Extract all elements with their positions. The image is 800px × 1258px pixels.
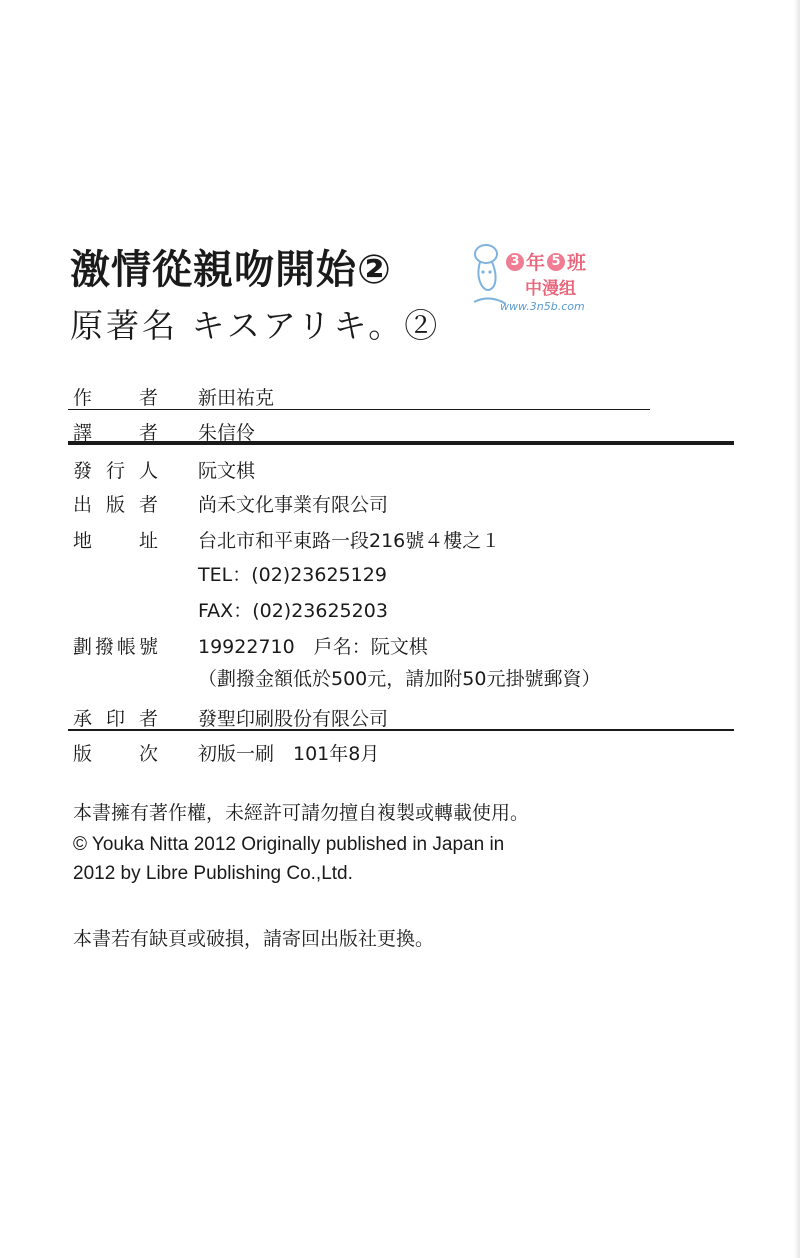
watermark-group-name: 中漫组 bbox=[525, 279, 576, 299]
copyright-line: 2012 by Libre Publishing Co.,Ltd. bbox=[73, 863, 353, 884]
credit-value: 尚禾文化事業有限公司 bbox=[198, 494, 389, 516]
credit-value: 朱信伶 bbox=[198, 422, 256, 444]
replacement-notice: 本書若有缺頁或破損，請寄回出版社更換。 bbox=[73, 928, 435, 950]
credit-label: 地 址 bbox=[73, 530, 158, 552]
page-edge bbox=[794, 0, 800, 1258]
credit-label: 作 者 bbox=[73, 387, 158, 409]
credit-value: 初版一刷 101年8月 bbox=[198, 743, 380, 765]
copyright-line: © Youka Nitta 2012 Originally published in Japan in bbox=[73, 834, 505, 855]
original-title: 原著名 キスアリキ。② bbox=[70, 306, 441, 345]
credit-label: 譯 者 bbox=[73, 422, 158, 444]
credit-value: （劃撥金額低於500元，請加附50元掛號郵資） bbox=[198, 668, 601, 690]
divider-bottom bbox=[68, 729, 734, 731]
credit-label: 出 版 者 bbox=[73, 494, 158, 516]
credit-value: 阮文棋 bbox=[198, 460, 256, 482]
scanlation-watermark bbox=[470, 240, 620, 320]
credit-value: FAX：(02)23625203 bbox=[198, 600, 388, 622]
credit-label: 版 次 bbox=[73, 743, 158, 765]
rights-notice: 本書擁有著作權，未經許可請勿擅自複製或轉載使用。 bbox=[73, 802, 530, 824]
watermark-char: 班 bbox=[567, 252, 587, 274]
credit-value: TEL：(02)23625129 bbox=[198, 564, 387, 586]
copyright-notice bbox=[73, 830, 504, 888]
watermark-url: www.3n5b.com bbox=[500, 300, 585, 313]
watermark-char: 年 bbox=[526, 252, 546, 274]
divider-thick bbox=[68, 441, 734, 445]
credit-value: 新田祐克 bbox=[198, 387, 275, 409]
watermark-digit-badge: 3 bbox=[506, 253, 524, 271]
watermark-digit-badge: 5 bbox=[547, 253, 565, 271]
credit-value: 19922710 戶名：阮文棋 bbox=[198, 636, 428, 658]
credit-label: 發 行 人 bbox=[73, 460, 158, 482]
credit-label: 劃 撥 帳 號 bbox=[73, 636, 158, 658]
credit-value: 台北市和平東路一段216號４樓之１ bbox=[198, 530, 501, 552]
book-title: 激情從親吻開始② bbox=[70, 247, 392, 293]
credit-label: 承 印 者 bbox=[73, 708, 158, 730]
credit-value: 發聖印刷股份有限公司 bbox=[198, 708, 389, 730]
